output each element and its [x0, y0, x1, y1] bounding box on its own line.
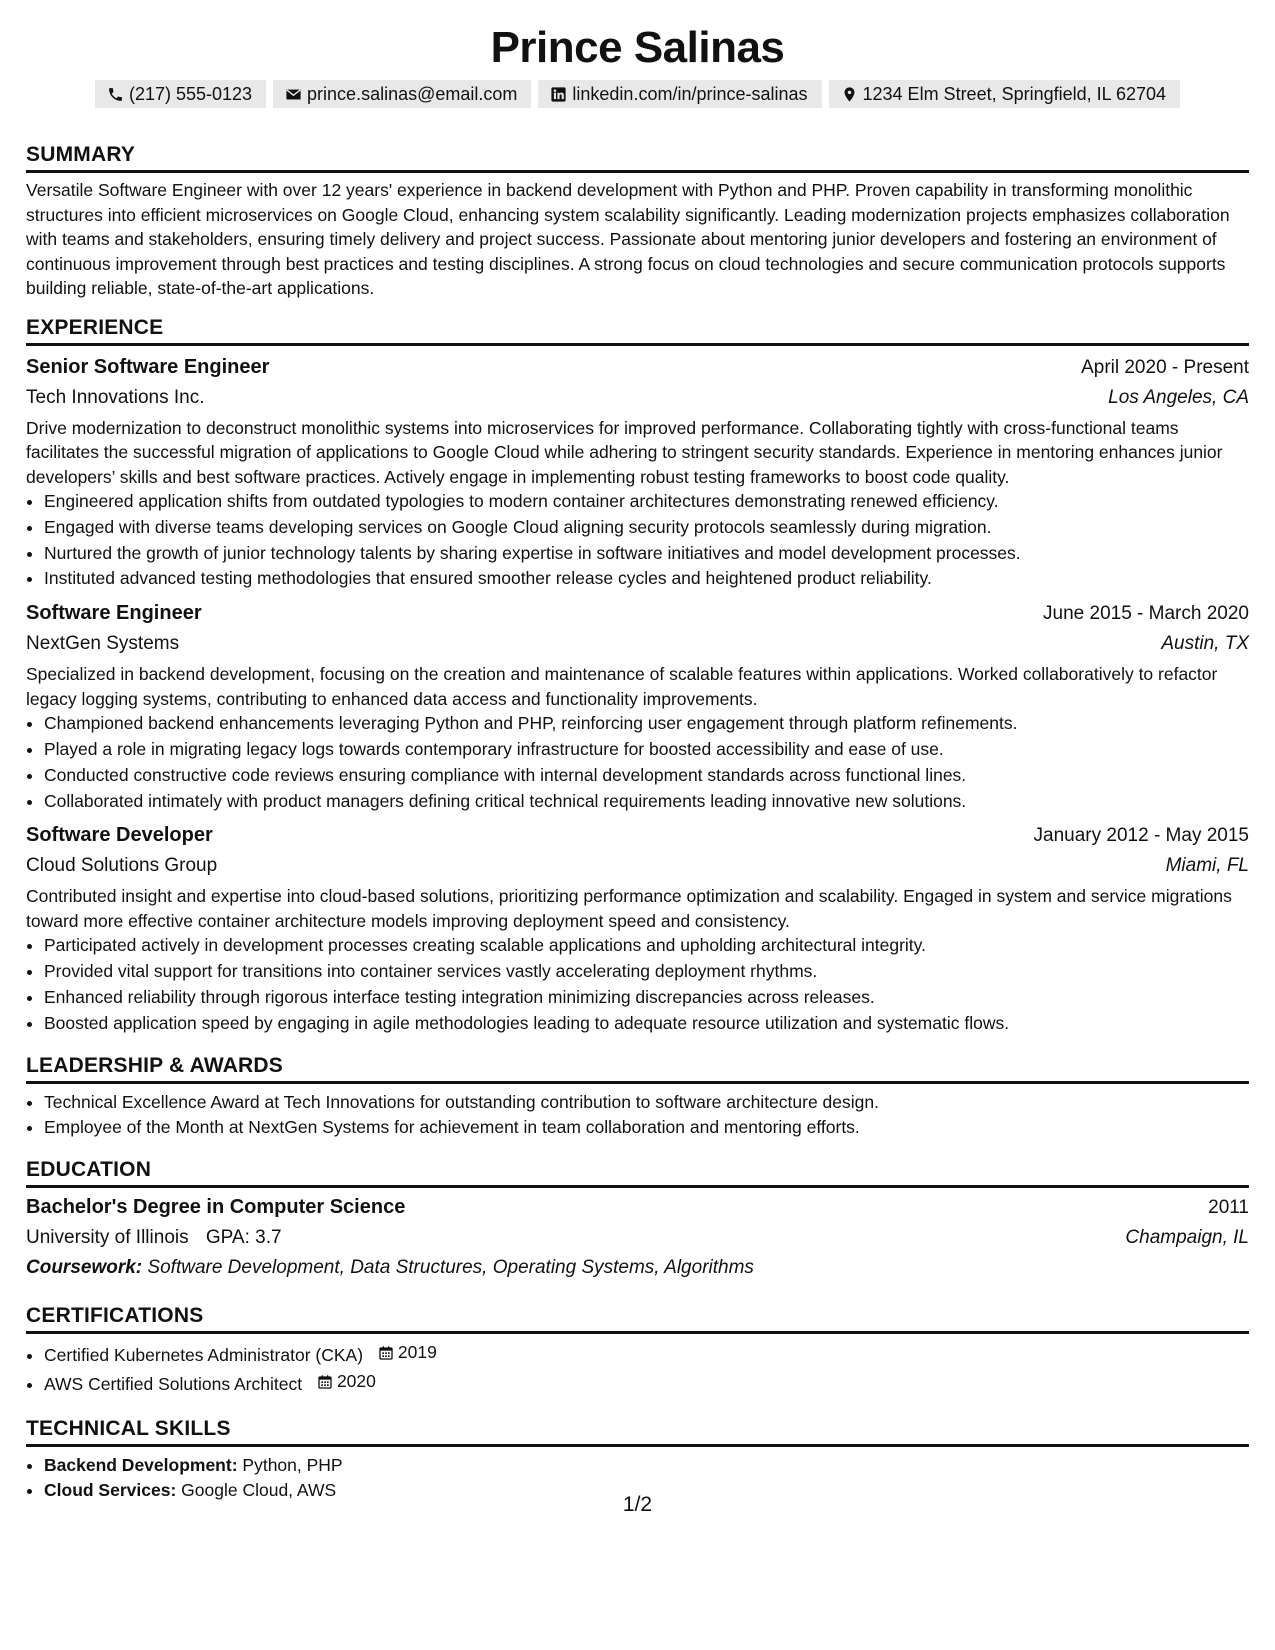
calendar-icon — [317, 1374, 333, 1390]
skill-value: Google Cloud, AWS — [181, 1480, 337, 1501]
skill-label: Backend Development: — [44, 1454, 238, 1475]
candidate-name: Prince Salinas — [490, 23, 785, 72]
skill-label: Cloud Services: — [44, 1480, 177, 1501]
job-company: NextGen Systems — [26, 633, 180, 655]
coursework-list: Software Development, Data Structures, Operating Systems, Algorithms — [147, 1257, 754, 1279]
experience-section — [26, 315, 1249, 1037]
list-item: • Collaborated intimately with product managers defining critical technical requirements leading innovative new solutions. — [44, 789, 1249, 815]
graduation-year: 2011 — [1208, 1197, 1249, 1219]
linkedin-text: linkedin.com/in/prince-salinas — [572, 84, 808, 104]
school-name: University of Illinois — [26, 1227, 189, 1249]
section-title-leadership: LEADERSHIP & AWARDS — [26, 1053, 1249, 1084]
degree-title: Bachelor's Degree in Computer Science — [26, 1196, 406, 1219]
job-entry — [26, 820, 1249, 1036]
job-dates: April 2020 - Present — [1081, 356, 1249, 378]
list-item: • Employee of the Month at NextGen Systems for achievement in team collaboration and mentoring efforts. — [44, 1115, 1249, 1141]
skill-value: Python, PHP — [242, 1454, 343, 1475]
section-title-experience: EXPERIENCE — [26, 315, 1249, 346]
job-title: Senior Software Engineer — [26, 355, 270, 378]
section-title-education: EDUCATION — [26, 1157, 1249, 1188]
school-location: Champaign, IL — [1125, 1227, 1249, 1249]
job-description: Drive modernization to deconstruct monolithic systems into microservices for improved performance. Collaborating tightly with cross-functional teams facilitates the successful migration of applications to Google Cloud while adhering to stringent security standards. Experience in mentoring enhances junior developers’ skills and best software practices. Actively engage in implementing robust testing frameworks to boost code quality. — [26, 417, 1223, 487]
job-entry — [26, 598, 1249, 814]
list-item: • Conducted constructive code reviews ensuring compliance with internal development standards across functional lines. — [44, 763, 1249, 789]
summary-section — [26, 142, 1249, 301]
certifications-list — [26, 1340, 1249, 1397]
job-description: Specialized in backend development, focusing on the creation and maintenance of scalable features within applications. Worked collaboratively to refactor legacy logging systems, contributing to enhanced data access and functionality improvements. — [26, 664, 1218, 709]
section-title-skills: TECHNICAL SKILLS — [26, 1416, 1249, 1447]
skills-section — [26, 1416, 1249, 1505]
list-item: • Enhanced reliability through rigorous interface testing integration minimizing discrepancies across releases. — [44, 985, 1249, 1011]
list-item — [44, 1453, 1249, 1479]
phone-text: (217) 555-0123 — [128, 84, 253, 104]
resume-page — [26, 0, 1249, 1504]
page-number: 1/2 — [622, 1493, 653, 1516]
calendar-icon — [378, 1345, 394, 1361]
list-item: • Championed backend enhancements leveraging Python and PHP, reinforcing user engagement through platform refinements. — [44, 711, 1249, 737]
job-title: Software Engineer — [26, 602, 202, 625]
contact-bar — [26, 80, 1249, 108]
cert-name: AWS Certified Solutions Architect — [44, 1373, 303, 1394]
email-text: prince.salinas@email.com — [307, 84, 518, 104]
section-title-summary: SUMMARY — [26, 142, 1249, 173]
job-entry — [26, 352, 1249, 593]
list-item: • Engaged with diverse teams developing services on Google Cloud aligning security protocols seamlessly during migration. — [44, 515, 1249, 541]
education-section — [26, 1157, 1249, 1283]
job-dates: January 2012 - May 2015 — [1033, 825, 1249, 847]
job-bullets — [26, 489, 1249, 592]
leadership-section — [26, 1053, 1249, 1142]
cert-date — [317, 1369, 376, 1395]
gpa: GPA: 3.7 — [205, 1227, 282, 1249]
list-item — [44, 1340, 1249, 1369]
job-bullets — [26, 933, 1249, 1036]
summary-text: Versatile Software Engineer with over 12 years' experience in backend development with Python and PHP. Proven capability in transforming monolithic structures into efficient microservices on Google Cloud, enhancing system scalability significantly. Leading modernization projects emphasizes collaboration with teams and stakeholders, ensuring timely delivery and project success. Passionate about mentoring junior developers and fostering an environment of continuous improvement through best practices and testing disciplines. A strong focus on cloud technologies and secure communication protocols supports building reliable, state-of-the-art applications. — [26, 180, 1230, 298]
list-item: • Technical Excellence Award at Tech Innovations for outstanding contribution to software architecture design. — [44, 1090, 1249, 1116]
list-item: • Nurtured the growth of junior technology talents by sharing expertise in software initiatives and model development processes. — [44, 541, 1249, 567]
list-item: • Provided vital support for transitions into container services vastly accelerating deployment rhythms. — [44, 959, 1249, 985]
contact-phone[interactable] — [95, 80, 266, 108]
job-dates: June 2015 - March 2020 — [1043, 603, 1249, 625]
job-title: Software Developer — [26, 824, 213, 847]
job-description: Contributed insight and expertise into cloud-based solutions, prioritizing performance optimization and scalability. Engaged in system and service migrations toward more effective container architecture models improving deployment speed and consistency. — [26, 886, 1232, 931]
list-item: • Engineered application shifts from outdated typologies to modern container architectures demonstrating renewed efficiency. — [44, 489, 1249, 515]
school-info — [26, 1223, 282, 1253]
list-item: • Played a role in migrating legacy logs towards contemporary infrastructure for boosted accessibility and ease of use. — [44, 737, 1249, 763]
contact-linkedin[interactable] — [538, 80, 821, 108]
job-bullets — [26, 711, 1249, 814]
job-location: Austin, TX — [1161, 633, 1249, 655]
map-pin-icon — [841, 86, 858, 103]
coursework — [26, 1253, 1249, 1283]
list-item: • Participated actively in development processes creating scalable applications and upholding architectural integrity. — [44, 933, 1249, 959]
list-item — [44, 1369, 1249, 1398]
cert-year: 2020 — [336, 1370, 376, 1391]
envelope-icon — [285, 86, 302, 103]
address-text: 1234 Elm Street, Springfield, IL 62704 — [862, 84, 1167, 104]
job-company: Cloud Solutions Group — [26, 855, 218, 877]
phone-icon — [107, 86, 124, 103]
awards-list — [26, 1090, 1249, 1142]
cert-year: 2019 — [397, 1342, 437, 1363]
section-title-certifications: CERTIFICATIONS — [26, 1303, 1249, 1334]
cert-date — [378, 1340, 437, 1366]
coursework-label: Coursework: — [26, 1257, 143, 1279]
contact-address[interactable] — [829, 80, 1181, 108]
job-location: Los Angeles, CA — [1108, 386, 1249, 408]
cert-name: Certified Kubernetes Administrator (CKA) — [44, 1345, 364, 1366]
list-item: • Boosted application speed by engaging in agile methodologies leading to adequate resource utilization and systematic flows. — [44, 1011, 1249, 1037]
job-company: Tech Innovations Inc. — [26, 386, 205, 408]
linkedin-icon — [550, 86, 567, 103]
certifications-section — [26, 1303, 1249, 1397]
contact-email[interactable] — [273, 80, 531, 108]
list-item: • Instituted advanced testing methodologies that ensured smoother release cycles and heightened product reliability. — [44, 566, 1249, 592]
job-location: Miami, FL — [1165, 855, 1249, 877]
